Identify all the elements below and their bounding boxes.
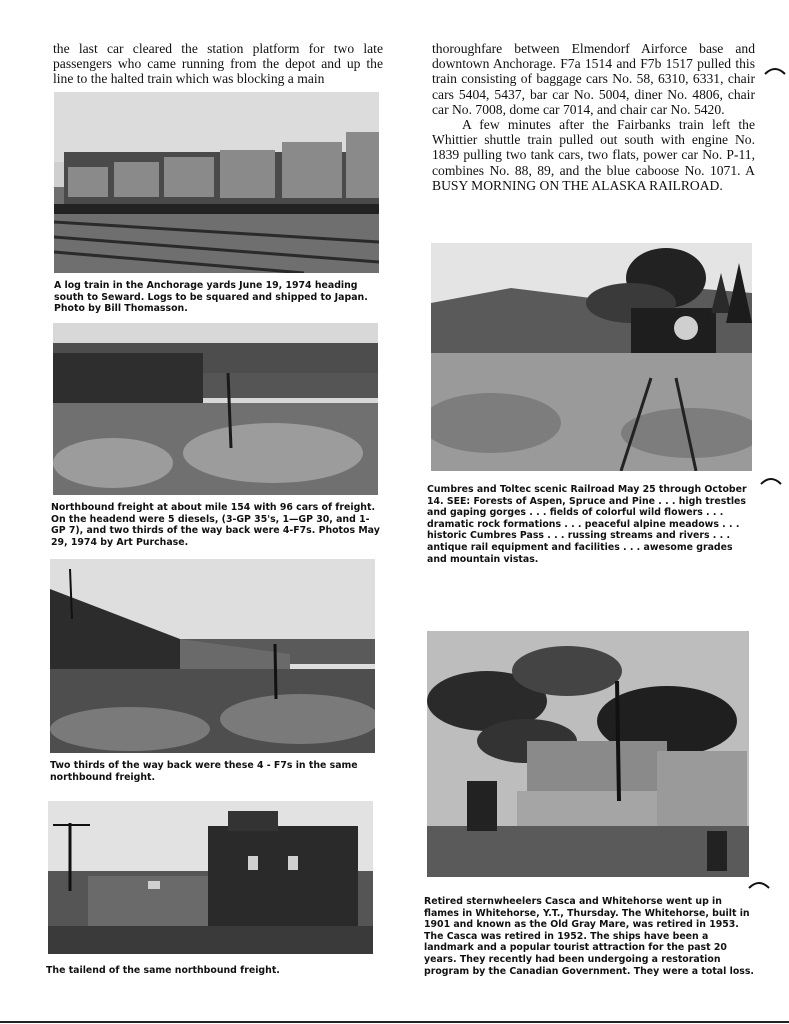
edge-mark bbox=[764, 66, 786, 76]
tailend-caption: The tailend of the same northbound freight. bbox=[46, 965, 280, 976]
log-train-photo bbox=[54, 92, 379, 273]
article-text-column-1 bbox=[53, 41, 383, 87]
f7s-caption: Two thirds of the way back were these 4 - F7s in the same northbound freight. bbox=[50, 760, 358, 783]
tailend-photo bbox=[48, 801, 373, 954]
article-paragraph: the last car cleared the station platform for two late passengers who came running from the depot and up the line to the halted train which was blocking a main bbox=[53, 41, 383, 87]
cumbres-toltec-caption: Cumbres and Toltec scenic Railroad May 25 through October 14. SEE: Forests of Aspen, Spruce and Pine . . . high trestles and gaping gorges . . . fields of colorful wild flowers . . . dramatic rock formations . . . peaceful alpine meadows . . . historic Cumbres Pass . . . russing streams and rivers . . . antique rail equipment and facilities . . . awesome grades and mountain vistas. bbox=[427, 484, 747, 565]
article-paragraph: thoroughfare between Elmendorf Airforce base and downtown Anchorage. F7a 1514 and F7b 1517 pulled this train consisting of baggage cars No. 58, 6310, 6331, chair cars 5404, 5437, bar car No. 5004, diner No. 4806, chair car No. 7008, dome car 7014, and chair car No. 5420. bbox=[432, 41, 755, 117]
edge-mark bbox=[748, 880, 770, 890]
northbound-freight-caption: Northbound freight at about mile 154 with 96 cars of freight. On the headend were 5 diesels, (3-GP 35's, 1—GP 30, and 1-GP 7), and two thirds of the way back were 4-F7s. Photos May 29, 1974 by Art Purchase. bbox=[51, 502, 380, 548]
f7s-photo bbox=[50, 559, 375, 753]
article-text-column-2 bbox=[432, 41, 755, 193]
northbound-freight-photo bbox=[53, 323, 378, 495]
log-train-caption: A log train in the Anchorage yards June 19, 1974 heading south to Seward. Logs to be squared and shipped to Japan. Photo by Bill Thomasson. bbox=[54, 280, 368, 315]
edge-mark bbox=[760, 476, 782, 486]
article-paragraph: A few minutes after the Fairbanks train left the Whittier shuttle train pulled out south with engine No. 1839 pulling two tank cars, two flats, power car No. P-11, combines No. 88, 89, and the blue caboose No. 1071. A BUSY MORNING ON THE ALASKA RAILROAD. bbox=[432, 117, 755, 193]
bottom-rule bbox=[0, 1021, 789, 1023]
sternwheelers-caption: Retired sternwheelers Casca and Whitehorse went up in flames in Whitehorse, Y.T., Thursday. The Whitehorse, built in 1901 and known as the Old Gray Mare, was retired in 1953. The Casca was retired in 1952. The ships have been a landmark and a popular tourist attraction for the past 20 years. They recently had been undergoing a restoration program by the Canadian Government. They were a total loss. bbox=[424, 896, 754, 977]
sternwheelers-fire-photo bbox=[427, 631, 749, 877]
cumbres-toltec-photo bbox=[431, 243, 752, 471]
